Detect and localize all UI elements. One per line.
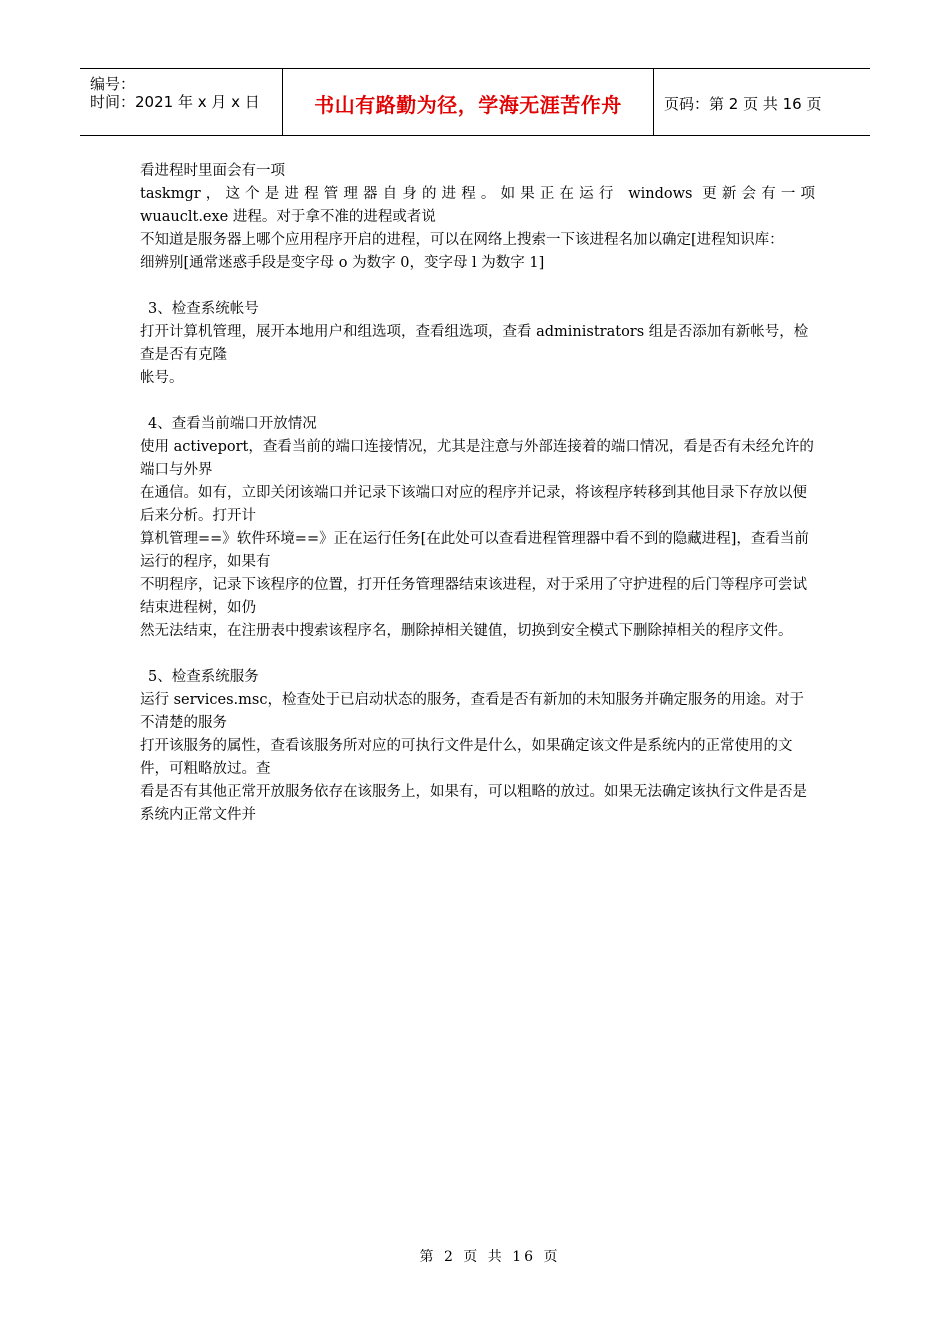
paragraph-line: 算机管理==》软件环境==》正在运行任务[在此处可以查看进程管理器中看不到的隐藏进程]，查看当前运行的程序，如果有: [140, 531, 809, 570]
section-heading: 5、检查系统服务: [148, 669, 259, 685]
paragraph-line: 运行 services.msc，检查处于已启动状态的服务，查看是否有新加的未知服务并确定服务的用途。对于不清楚的服务: [140, 692, 804, 731]
paragraph-line: 帐号。: [140, 370, 184, 386]
paragraph-line: 打开该服务的属性，查看该服务所对应的可执行文件是什么，如果确定该文件是系统内的正常使用的文件，可粗略放过。查: [140, 738, 793, 777]
paragraph-line: 然无法结束，在注册表中搜索该程序名，删除掉相关键值，切换到安全模式下删除掉相关的程序文件。: [140, 623, 793, 639]
paragraph-line: 看进程时里面会有一项: [140, 163, 285, 179]
header-meta: [80, 69, 282, 135]
paragraph-line: 细辨别[通常迷惑手段是变字母 o 为数字 0，变字母 l 为数字 1]: [140, 255, 545, 271]
date-label: 时间：2021 年 x 月 x 日: [90, 93, 260, 111]
paragraph-line: taskmgr，这个是进程管理器自身的进程。如果正在运行 windows 更新会有一项: [140, 186, 815, 202]
motto-text: 书山有路勤为径，学海无涯苦作舟: [314, 92, 622, 117]
paragraph-line: 看是否有其他正常开放服务依存在该服务上，如果有，可以粗略的放过。如果无法确定该执行文件是否是系统内正常文件并: [140, 784, 807, 823]
page-number-label: 页码：第 2 页 共 16 页: [664, 94, 822, 113]
document-body: [140, 160, 815, 827]
paragraph-line: 使用 activeport，查看当前的端口连接情况，尤其是注意与外部连接着的端口情况，看是否有未经允许的端口与外界: [140, 439, 814, 478]
paragraph-line: wuauclt.exe 进程。对于拿不准的进程或者说: [140, 209, 436, 225]
section-heading: 4、查看当前端口开放情况: [148, 416, 317, 432]
paragraph-line: 打开计算机管理，展开本地用户和组选项，查看组选项，查看 administrators 组是否添加有新帐号，检查是否有克隆: [140, 324, 809, 363]
page-footer: 第 2 页 共 16 页: [419, 1249, 561, 1265]
page-header: [80, 68, 870, 136]
header-motto-cell: [282, 69, 654, 135]
blank-line: [140, 643, 815, 666]
blank-line: [140, 390, 815, 413]
section-heading: 3、检查系统帐号: [148, 301, 259, 317]
paragraph-line: 在通信。如有，立即关闭该端口并记录下该端口对应的程序并记录，将该程序转移到其他目录下存放以便后来分析。打开计: [140, 485, 807, 524]
serial-number-label: 编号：: [90, 75, 136, 93]
header-page-cell: [654, 69, 870, 135]
paragraph-line: 不知道是服务器上哪个应用程序开启的进程，可以在网络上搜索一下该进程名加以确定[进程知识库：: [140, 232, 784, 248]
paragraph-line: 不明程序，记录下该程序的位置，打开任务管理器结束该进程，对于采用了守护进程的后门等程序可尝试结束进程树，如仍: [140, 577, 807, 616]
blank-line: [140, 275, 815, 298]
